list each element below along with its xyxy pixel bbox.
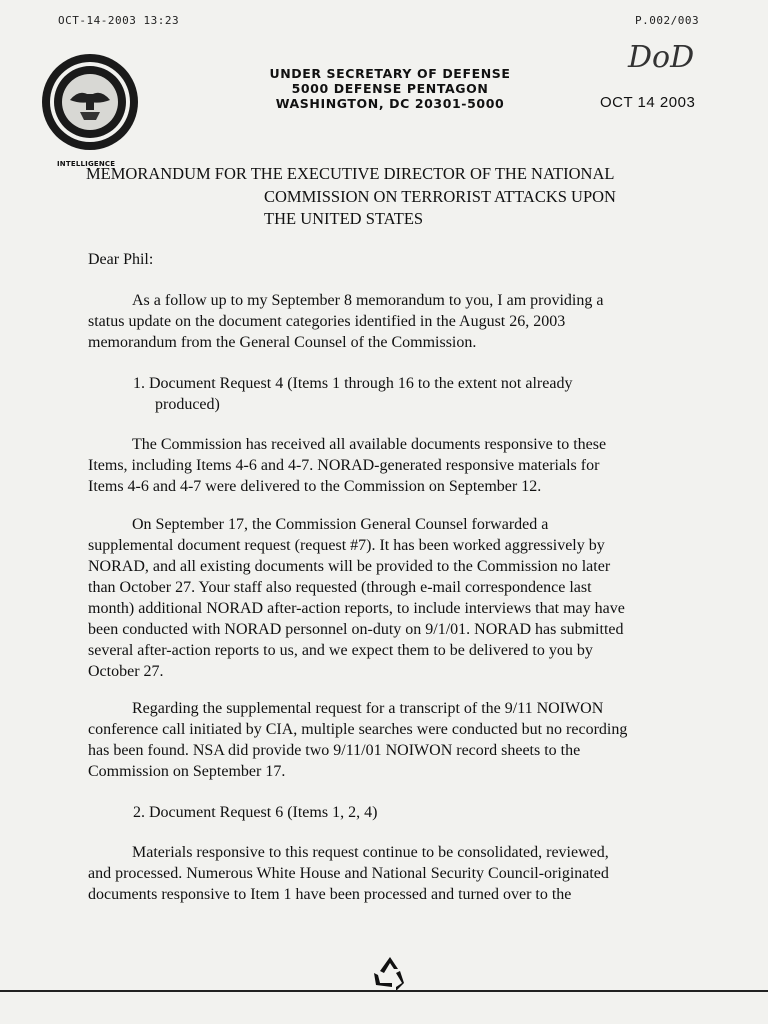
memo-recipient-line3: THE UNITED STATES [264,209,424,228]
text-line: been conducted with NORAD personnel on-duty on 9/1/01. NORAD has submitted [88,621,624,638]
text-line: The Commission has received all available documents responsive to these [132,436,607,453]
text-line: Materials responsive to this request continue to be consolidated, reviewed, [132,844,609,861]
paragraph-supplemental [88,514,688,682]
text-line: October 27. [88,663,164,680]
paragraph-noiwon [88,698,688,782]
text-line: supplemental document request (request #7). It has been worked aggressively by [88,537,605,554]
text-line: status update on the document categories identified in the August 26, 2003 [88,313,566,330]
text-line: several after-action reports to us, and we expect them to be delivered to you by [88,642,593,659]
fax-timestamp: OCT-14-2003 13:23 [58,14,180,27]
text-line: month) additional NORAD after-action reports, to include interviews that may have [88,600,625,617]
text-line: Items 4-6 and 4-7 were delivered to the Commission on September 12. [88,478,542,495]
memo-recipient: MEMORANDUM FOR THE EXECUTIVE DIRECTOR OF THE NATIONAL [86,164,615,183]
text-line: than October 27. Your staff also requested (through e-mail correspondence last [88,579,592,596]
text-line: documents responsive to Item 1 have been processed and turned over to the [88,886,572,903]
text-line: As a follow up to my September 8 memorandum to you, I am providing a [132,292,604,309]
text-line: NORAD, and all existing documents will be provided to the Commission no later [88,558,611,575]
request-heading-1: 1. Document Request 4 (Items 1 through 16 to the extent not already [133,375,573,392]
text-line: conference call initiated by CIA, multiple searches were conducted but no recording [88,721,628,738]
text-line: and processed. Numerous White House and National Security Council-originated [88,865,609,882]
text-line: On September 17, the Commission General Counsel forwarded a [132,516,549,533]
salutation: Dear Phil: [88,251,154,268]
handwritten-annotation: DoD [628,40,695,75]
text-line: Regarding the supplemental request for a transcript of the 9/11 NOIWON [132,700,604,717]
recycle-icon [370,955,410,993]
paragraph-intro [88,290,688,353]
text-line: Commission on September 17. [88,763,286,780]
paragraph-materials [88,842,688,905]
letterhead-title: UNDER SECRETARY OF DEFENSE [269,66,511,81]
dod-seal-icon [40,52,140,152]
paragraph-received [88,434,688,497]
date-stamp: OCT 14 2003 [600,94,696,111]
text-line: Items, including Items 4-6 and 4-7. NORAD-generated responsive materials for [88,457,600,474]
text-line: has been found. NSA did provide two 9/11/01 NOIWON record sheets to the [88,742,581,759]
request-heading-2: 2. Document Request 6 (Items 1, 2, 4) [133,804,378,821]
office-label: INTELLIGENCE [57,160,116,168]
letterhead-city: WASHINGTON, DC 20301-5000 [275,96,505,111]
memo-recipient-line2: COMMISSION ON TERRORIST ATTACKS UPON [264,187,616,206]
fax-page-number: P.002/003 [635,14,700,27]
request-heading-1-cont: produced) [155,396,220,413]
letterhead-address: 5000 DEFENSE PENTAGON [291,81,489,96]
footer-rule [0,990,768,992]
letterhead [240,66,540,111]
text-line: memorandum from the General Counsel of the Commission. [88,334,477,351]
